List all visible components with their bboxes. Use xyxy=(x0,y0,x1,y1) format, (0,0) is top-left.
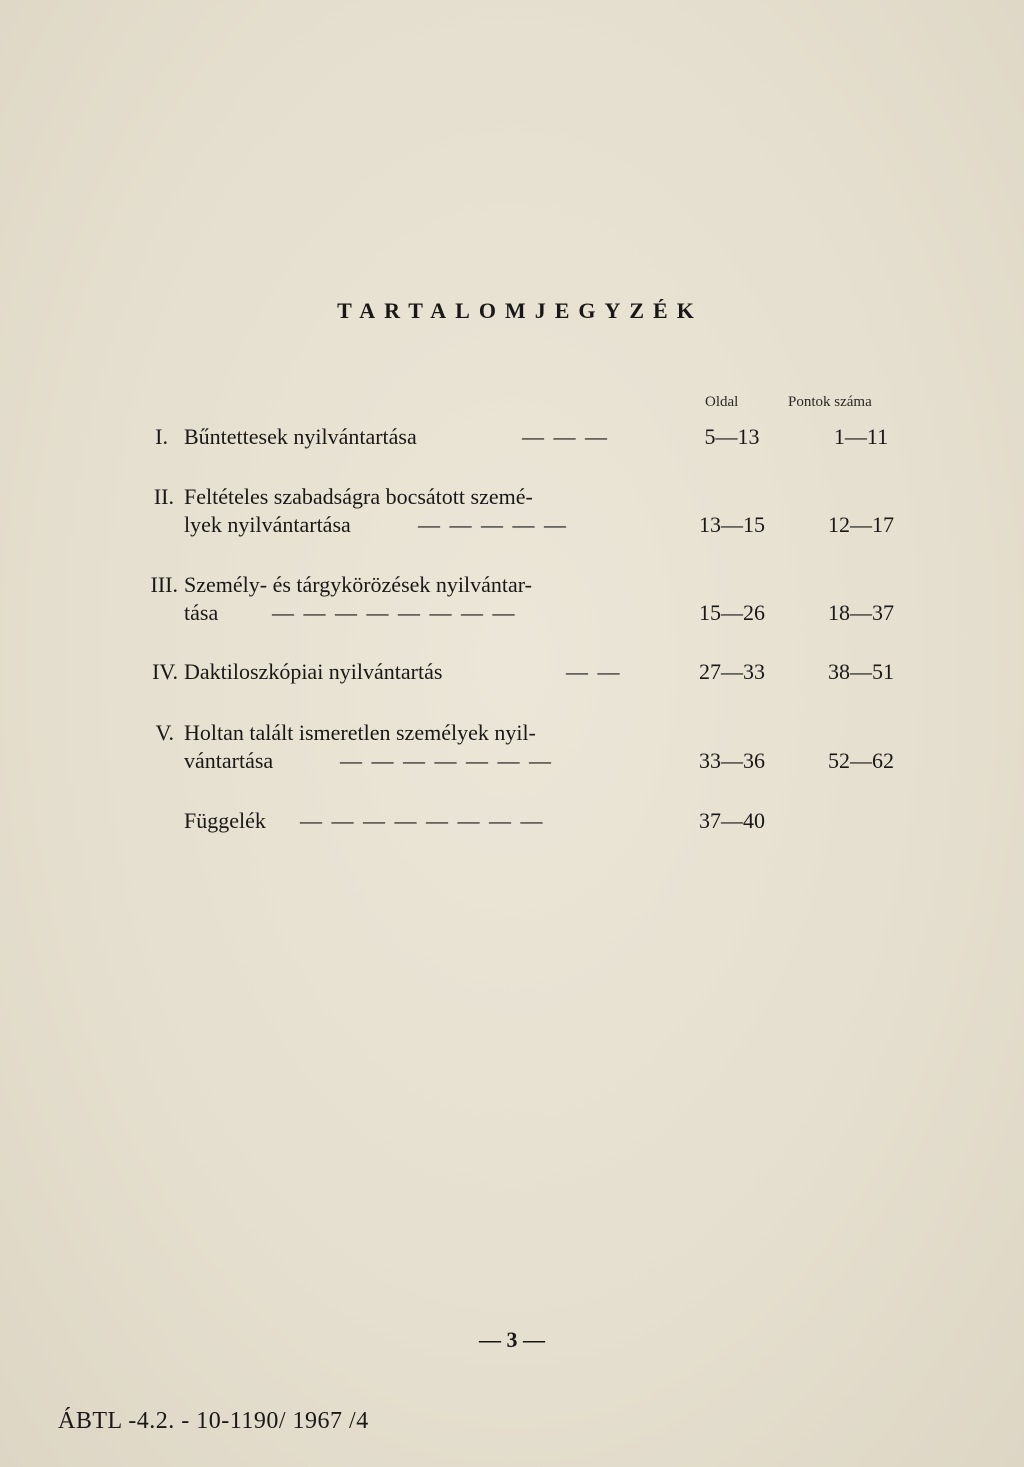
entry-number: I. xyxy=(155,424,168,449)
entry-title: Daktiloszkópiai nyilvántartás xyxy=(184,659,443,684)
entry-pages: 13—15 xyxy=(699,512,765,537)
column-header-points: Pontok száma xyxy=(788,394,872,410)
entry-title-line-1: Holtan talált ismeretlen személyek nyil- xyxy=(184,720,536,745)
entry-pages: 33—36 xyxy=(699,748,765,773)
entry-number: II. xyxy=(153,484,174,509)
entry-title-line-2: tása xyxy=(184,600,219,625)
entry-pages: 37—40 xyxy=(699,808,765,833)
entry-title: Függelék xyxy=(184,808,266,833)
entry-number: V. xyxy=(155,720,174,745)
entry-points: 12—17 xyxy=(828,512,894,537)
entry-points: 38—51 xyxy=(828,659,894,684)
entry-points: 52—62 xyxy=(828,748,894,773)
entry-leader: — — — xyxy=(522,424,609,449)
entry-leader: — — — — — — — xyxy=(340,748,553,773)
entry-leader: — — — — — — — — xyxy=(272,600,517,625)
entry-title-line-2: vántartása xyxy=(184,748,274,773)
page-title: TARTALOMJEGYZÉK xyxy=(337,298,703,323)
entry-leader: — — — — — xyxy=(418,512,568,537)
entry-leader: — — — — — — — — xyxy=(300,808,545,833)
entry-title-line-2: lyek nyilvántartása xyxy=(184,512,351,537)
entry-points: 18—37 xyxy=(828,600,894,625)
page-number: — 3 — xyxy=(479,1327,545,1352)
column-header-page: Oldal xyxy=(705,394,739,410)
entry-number: III. xyxy=(150,572,178,597)
entry-points: 1—11 xyxy=(833,424,889,449)
entry-pages: 5—13 xyxy=(704,424,760,449)
entry-leader: — — xyxy=(566,659,622,684)
entry-number: IV. xyxy=(152,659,178,684)
entry-title-line-1: Személy- és tárgykörözések nyilvántar- xyxy=(184,572,532,597)
entry-title-line-1: Feltételes szabadságra bocsátott szemé- xyxy=(184,484,533,509)
archive-reference: ÁBTL -4.2. - 10-1190/ 1967 /4 xyxy=(58,1408,369,1434)
entry-pages: 27—33 xyxy=(699,659,765,684)
entry-title: Bűntettesek nyilvántartása xyxy=(184,424,417,449)
entry-pages: 15—26 xyxy=(699,600,765,625)
